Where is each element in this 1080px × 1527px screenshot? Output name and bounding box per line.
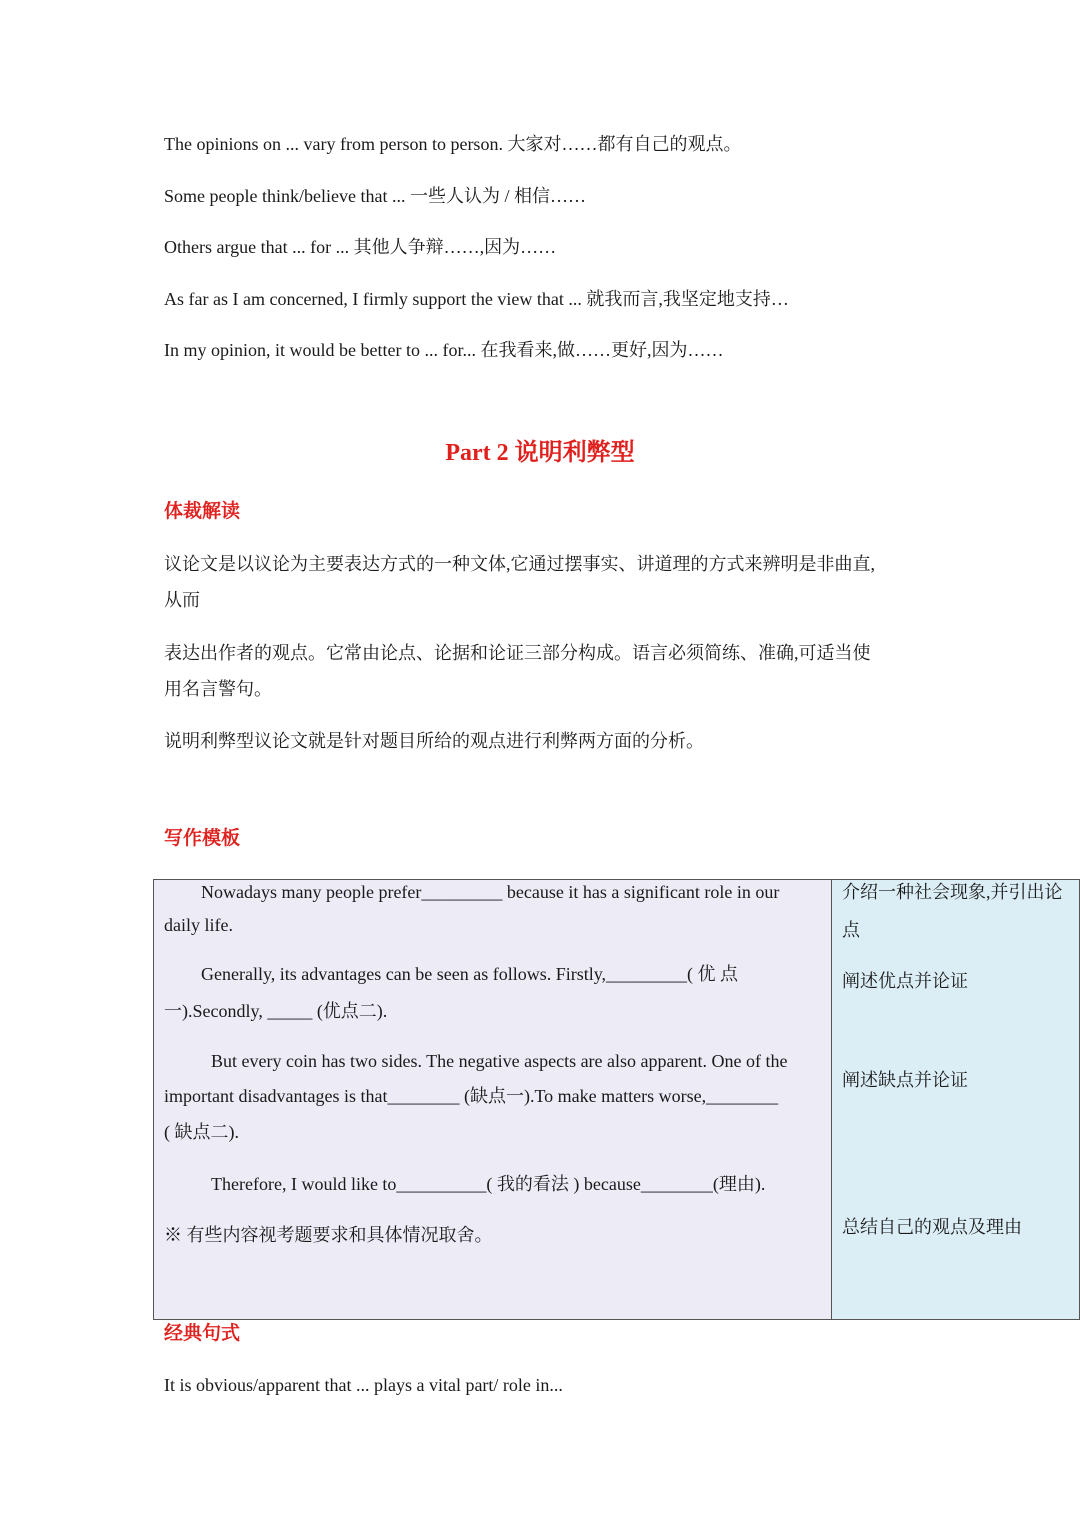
template-note: ※ 有些内容视考题要求和具体情况取舍。 xyxy=(164,1225,493,1245)
note-conclusion: 总结自己的观点及理由 xyxy=(842,1217,1022,1237)
template-p1-line-1: Nowadays many people prefer_________ because it has a significant role in our xyxy=(201,882,780,902)
note-intro-line-1: 介绍一种社会现象,并引出论 xyxy=(842,882,1063,902)
genre-para-1-line-1: 议论文是以议论为主要表达方式的一种文体,它通过摆事实、讲道理的方式来辨明是非曲直, xyxy=(164,554,875,574)
expression-line: As far as I am concerned, I firmly support the view that ... 就我而言,我坚定地支持… xyxy=(164,289,789,309)
genre-para-3: 说明利弊型议论文就是针对题目所给的观点进行利弊两方面的分析。 xyxy=(164,731,704,751)
template-body-cell xyxy=(154,880,832,1319)
template-table xyxy=(153,879,1080,1320)
template-heading: 写作模板 xyxy=(164,828,241,849)
template-p4: Therefore, I would like to__________( 我的看法 ) because________(理由). xyxy=(211,1174,766,1194)
classic-line: It is obvious/apparent that ... plays a vital part/ role in... xyxy=(164,1375,563,1395)
note-disadvantages: 阐述缺点并论证 xyxy=(842,1070,968,1090)
template-p2-line-2: 一).Secondly, _____ (优点二). xyxy=(164,1001,388,1021)
template-p3-line-2: important disadvantages is that________ (缺点一).To make matters worse,________ xyxy=(164,1086,779,1106)
genre-para-2-line-2: 用名言警句。 xyxy=(164,679,272,699)
note-intro-line-2: 点 xyxy=(842,920,860,940)
note-advantages: 阐述优点并论证 xyxy=(842,971,968,991)
expression-line: In my opinion, it would be better to ... for... 在我看来,做……更好,因为…… xyxy=(164,340,724,360)
genre-para-2-line-1: 表达出作者的观点。它常由论点、论据和论证三部分构成。语言必须简练、准确,可适当使 xyxy=(164,643,871,663)
template-p3-line-1: But every coin has two sides. The negative aspects are also apparent. One of the xyxy=(211,1051,788,1071)
classic-heading: 经典句式 xyxy=(164,1323,241,1344)
expression-line: Others argue that ... for ... 其他人争辩……,因为…… xyxy=(164,237,557,257)
template-notes-cell xyxy=(832,880,1079,1319)
part-title: Part 2 说明利弊型 xyxy=(445,440,635,466)
expression-line: The opinions on ... vary from person to person. 大家对……都有自己的观点。 xyxy=(164,134,742,154)
genre-para-1-line-2: 从而 xyxy=(164,590,200,610)
genre-heading: 体裁解读 xyxy=(164,501,241,522)
template-p1-line-2: daily life. xyxy=(164,915,233,935)
template-p2-line-1: Generally, its advantages can be seen as follows. Firstly,_________( 优 点 xyxy=(201,964,739,984)
expression-line: Some people think/believe that ... 一些人认为 / 相信…… xyxy=(164,186,586,206)
template-p3-line-3: ( 缺点二). xyxy=(164,1122,239,1142)
